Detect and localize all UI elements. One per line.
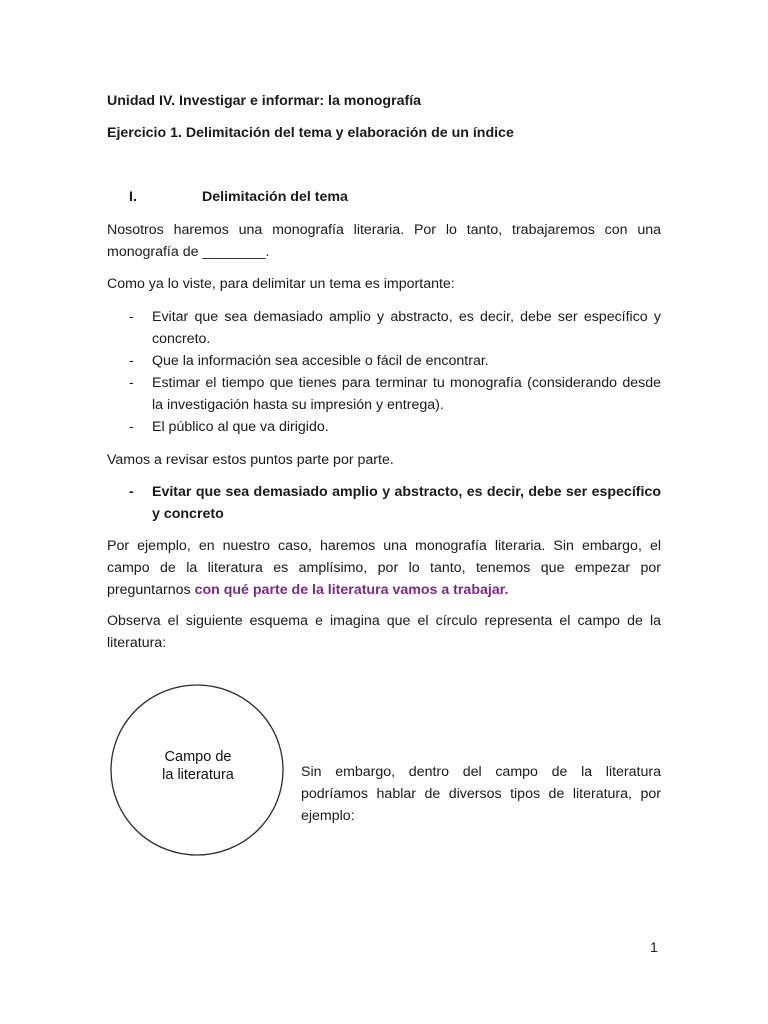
list-item-text: Evitar que sea demasiado amplio y abstracto, es decir, debe ser específico y concreto. (152, 309, 661, 347)
paragraph-3: Vamos a revisar estos puntos parte por parte. (107, 452, 394, 468)
list-dash: - (129, 353, 134, 369)
circle-label (105, 748, 291, 784)
exercise-title: Ejercicio 1. Delimitación del tema y elaboración de un índice (107, 125, 514, 141)
list-dash: - (129, 484, 134, 500)
literature-field-diagram (105, 682, 291, 858)
list-item-text: El público al que va dirigido. (152, 419, 329, 435)
list-item-text: Estimar el tiempo que tienes para terminar tu monografía (considerando desde la investigación hasta su impresión y entrega). (152, 375, 661, 413)
side-paragraph: Sin embargo, dentro del campo de la literatura podríamos hablar de diversos tipos de literatura, por ejemplo: (301, 764, 661, 824)
paragraph-5: Observa el siguiente esquema e imagina que el círculo representa el campo de la literatura: (107, 613, 661, 651)
paragraph-4-text: Por ejemplo, en nuestro caso, haremos una monografía literaria. Sin embargo, el campo de la literatura es amplísimo, por lo tanto, tenemos que empezar por preguntarnos (107, 538, 661, 598)
section-number: I. (129, 189, 137, 205)
list-item-text: Que la información sea accesible o fácil de encontrar. (152, 353, 489, 369)
paragraph-1: Nosotros haremos una monografía literaria. Por lo tanto, trabajaremos con una monografía de ________. (107, 222, 661, 260)
paragraph-2: Como ya lo viste, para delimitar un tema es importante: (107, 276, 455, 292)
section-title: Delimitación del tema (202, 189, 348, 205)
highlighted-phrase: con qué parte de la literatura vamos a trabajar. (194, 582, 509, 598)
list-dash: - (129, 419, 134, 435)
unit-title: Unidad IV. Investigar e informar: la monografía (107, 93, 422, 109)
paragraph-4 (107, 535, 661, 601)
page-number: 1 (650, 940, 658, 956)
circle-label-line-1: Campo de (164, 749, 232, 765)
circle-label-line-2: la literatura (162, 767, 234, 783)
list-dash: - (129, 375, 134, 391)
bold-list-item-text: Evitar que sea demasiado amplio y abstracto, es decir, debe ser específico y concreto (152, 484, 661, 522)
list-dash: - (129, 309, 134, 325)
